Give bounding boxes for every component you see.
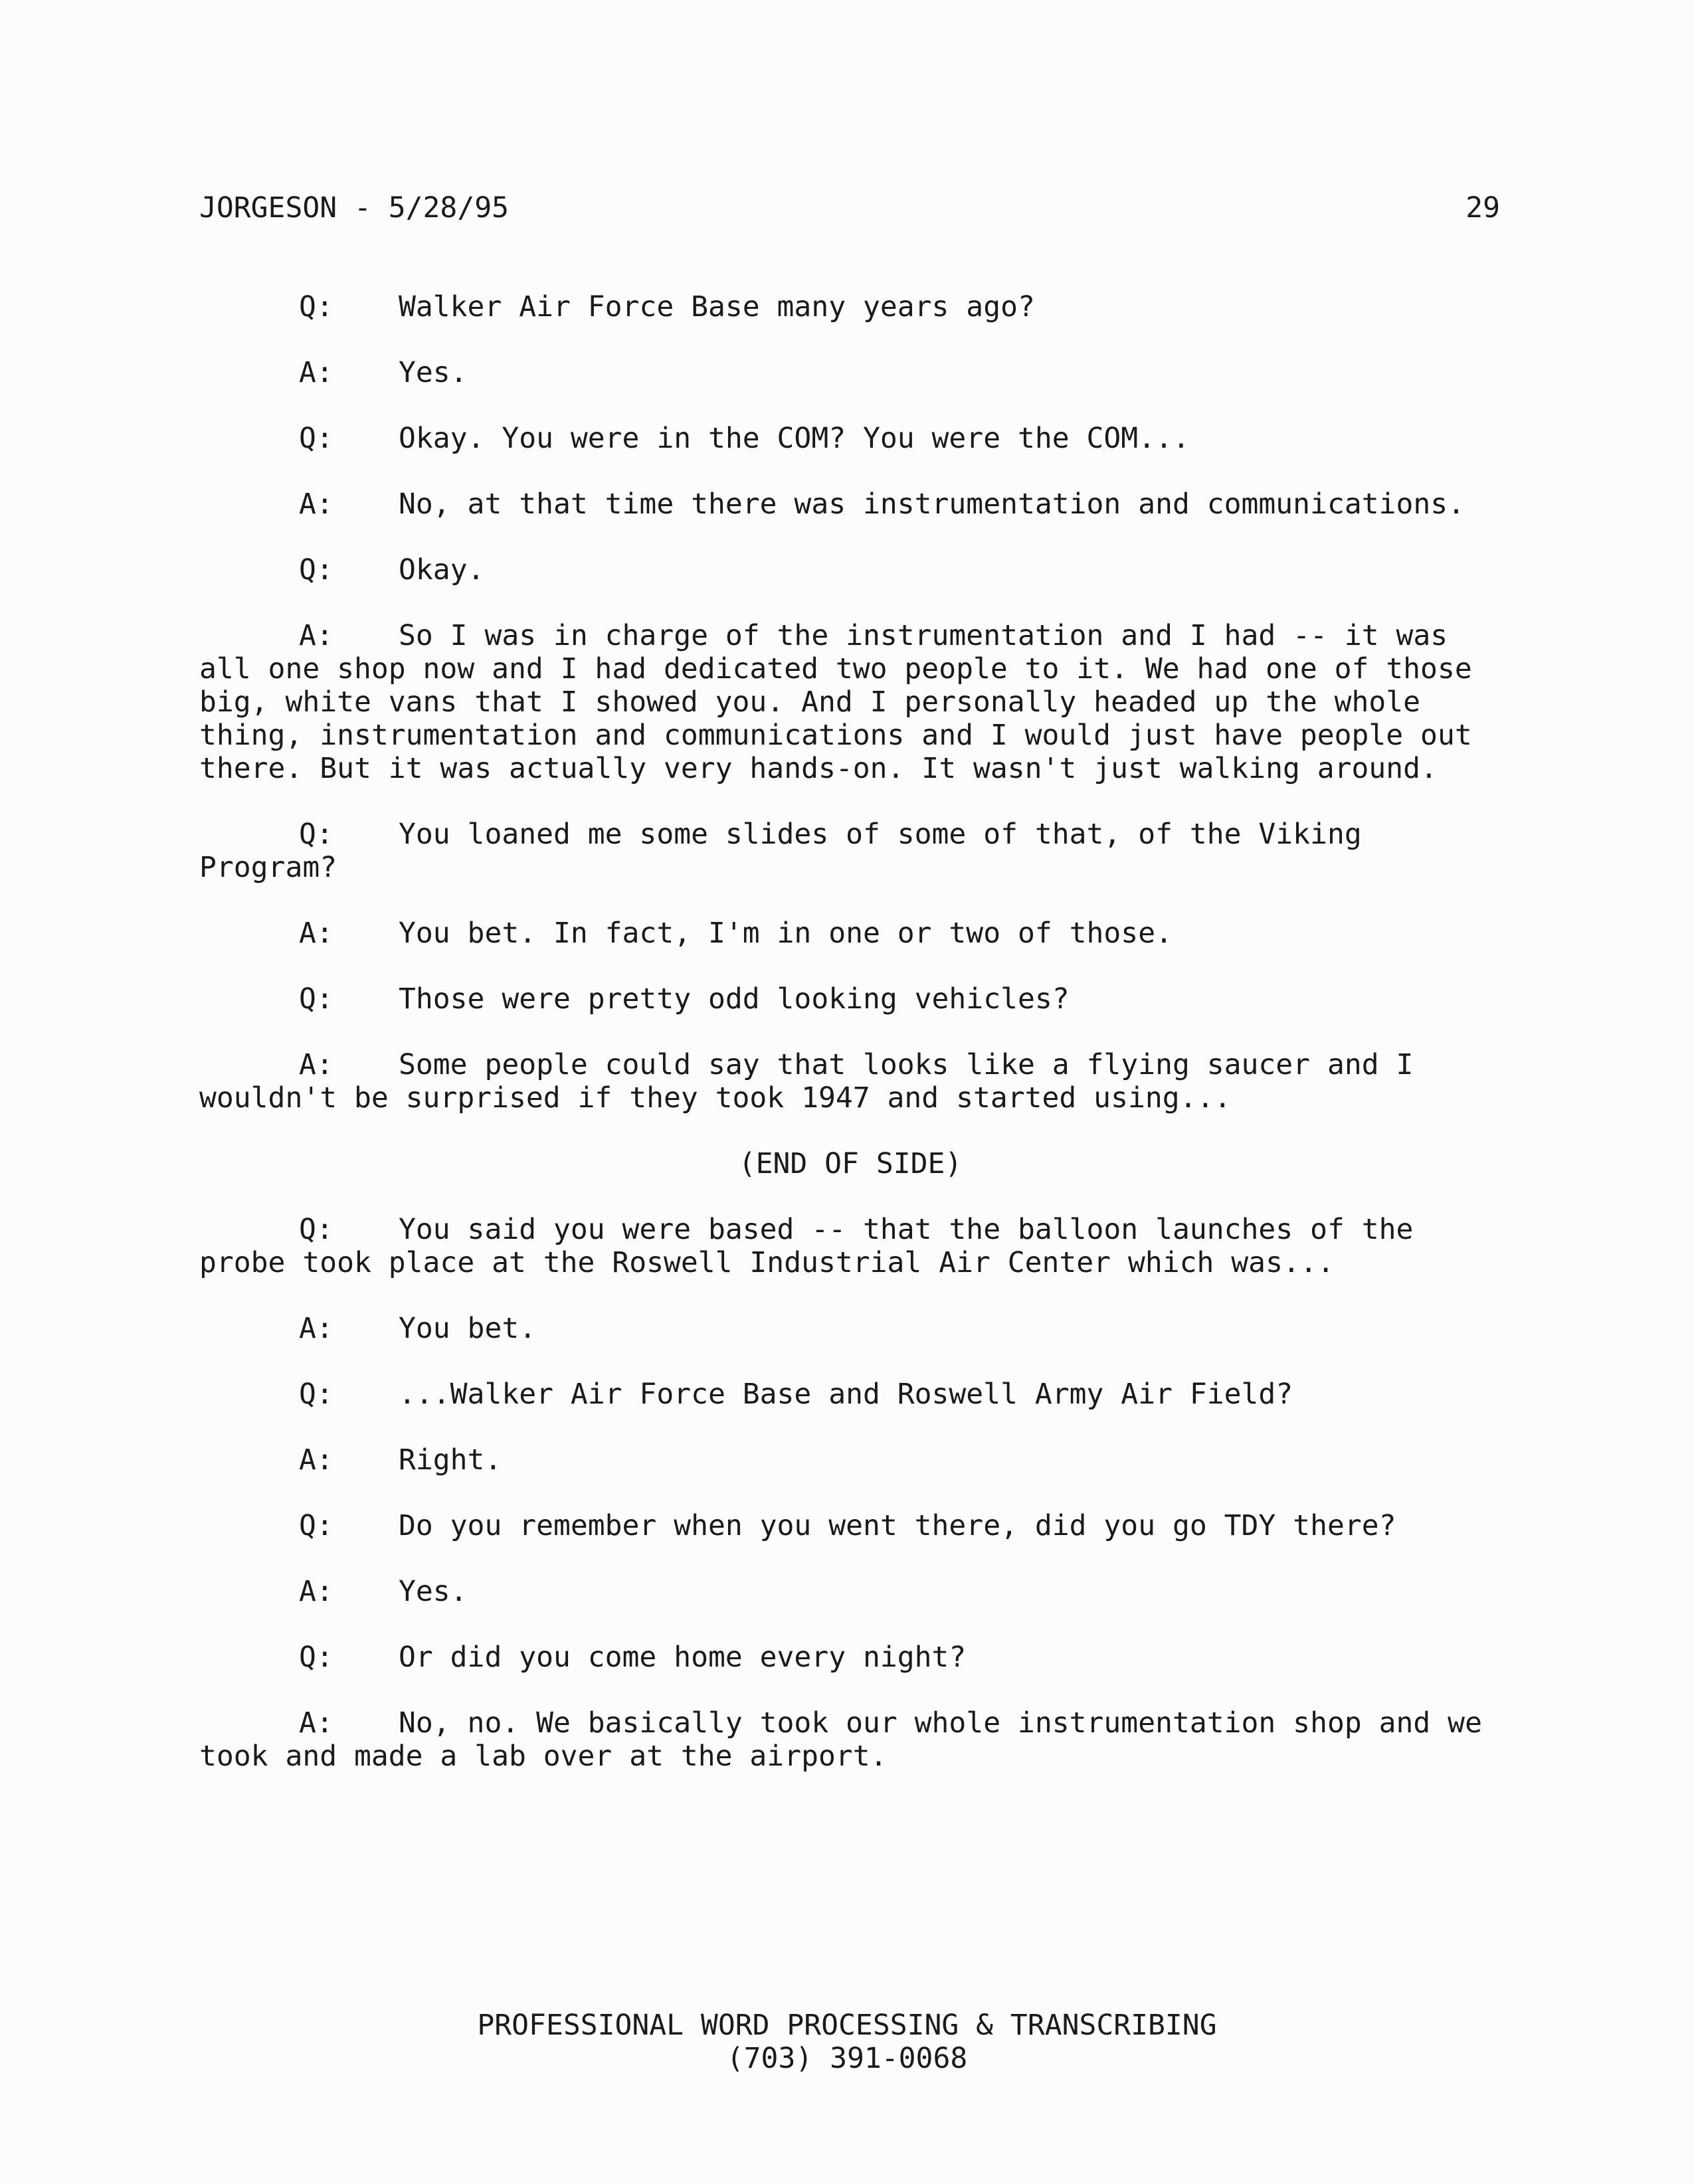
transcript-entry [199,422,1501,455]
speaker-label: A: [299,356,333,389]
speaker-text: No, no. We basically took our whole instrumentation shop and we took and made a lab over at the airport. [199,1706,1482,1773]
speaker-label: A: [299,488,333,521]
speaker-text: No, at that time there was instrumentation and communications. [399,488,1465,521]
speaker-text: You said you were based -- that the balloon launches of the probe took place at the Roswell Industrial Air Center which was... [199,1213,1414,1279]
speaker-text: ...Walker Air Force Base and Roswell Army Air Field? [399,1378,1293,1411]
speaker-text: Those were pretty odd looking vehicles? [399,982,1070,1016]
speaker-label: Q: [299,982,333,1016]
transcript-entry [199,917,1501,950]
transcript-entry [199,1575,1501,1608]
speaker-text: Okay. You were in the COM? You were the COM... [399,422,1190,455]
speaker-label: A: [299,1048,333,1081]
footer-phone: (703) 391-0068 [726,2042,968,2075]
transcript-body [199,290,1501,1805]
speaker-text: So I was in charge of the instrumentation and I had -- it was all one shop now and I had dedicated two people to it. We had one of those big, white vans that I showed you. And I personally headed up the whole thing, instrumentation and communications and I would just have people out there. But it was actually very hands-on. It wasn't just walking around. [199,619,1472,785]
transcript-note: (END OF SIDE) [738,1147,963,1180]
transcript-entry [199,982,1501,1016]
speaker-label: A: [299,1706,333,1740]
transcript-entry [199,1312,1501,1345]
transcript-entry [199,619,1501,785]
speaker-text: You bet. In fact, I'm in one or two of those. [399,917,1173,950]
page-number: 29 [1465,191,1500,225]
speaker-label: A: [299,1443,333,1477]
transcript-entry [199,818,1501,884]
transcript-entry [199,1641,1501,1674]
speaker-label: A: [299,1312,333,1345]
transcript-entry [199,1048,1501,1115]
speaker-text: Some people could say that looks like a flying saucer and I wouldn't be surprised if they took 1947 and started using... [199,1048,1414,1115]
speaker-label: A: [299,1575,333,1608]
transcript-entry [199,488,1501,521]
speaker-text: Do you remember when you went there, did you go TDY there? [399,1509,1396,1542]
transcript-entry [199,1443,1501,1477]
transcript-entry [199,356,1501,389]
page-header [199,191,1500,225]
transcript-entry [199,1706,1501,1773]
page-footer [199,2009,1495,2075]
speaker-text: Yes. [399,356,468,389]
speaker-label: A: [299,619,333,652]
transcript-entry [199,290,1501,323]
speaker-label: Q: [299,553,333,587]
speaker-text: Walker Air Force Base many years ago? [399,290,1035,323]
speaker-text: You loaned me some slides of some of that, of the Viking Program? [199,818,1362,884]
speaker-label: A: [299,917,333,950]
speaker-text: You bet. [399,1312,537,1345]
speaker-label: Q: [299,1641,333,1674]
speaker-label: Q: [299,290,333,323]
speaker-text: Yes. [399,1575,468,1608]
speaker-label: Q: [299,818,333,851]
speaker-label: Q: [299,422,333,455]
speaker-label: Q: [299,1378,333,1411]
transcript-entry [199,1378,1501,1411]
footer-company: PROFESSIONAL WORD PROCESSING & TRANSCRIBING [477,2009,1217,2042]
transcript-entry [199,1509,1501,1542]
speaker-text: Or did you come home every night? [399,1641,967,1674]
speaker-text: Right. [399,1443,502,1477]
transcript-entry [199,1213,1501,1279]
speaker-label: Q: [299,1509,333,1542]
transcript-entry [199,553,1501,587]
speaker-text: Okay. [399,553,485,587]
header-title: JORGESON - 5/28/95 [199,191,509,225]
speaker-label: Q: [299,1213,333,1246]
